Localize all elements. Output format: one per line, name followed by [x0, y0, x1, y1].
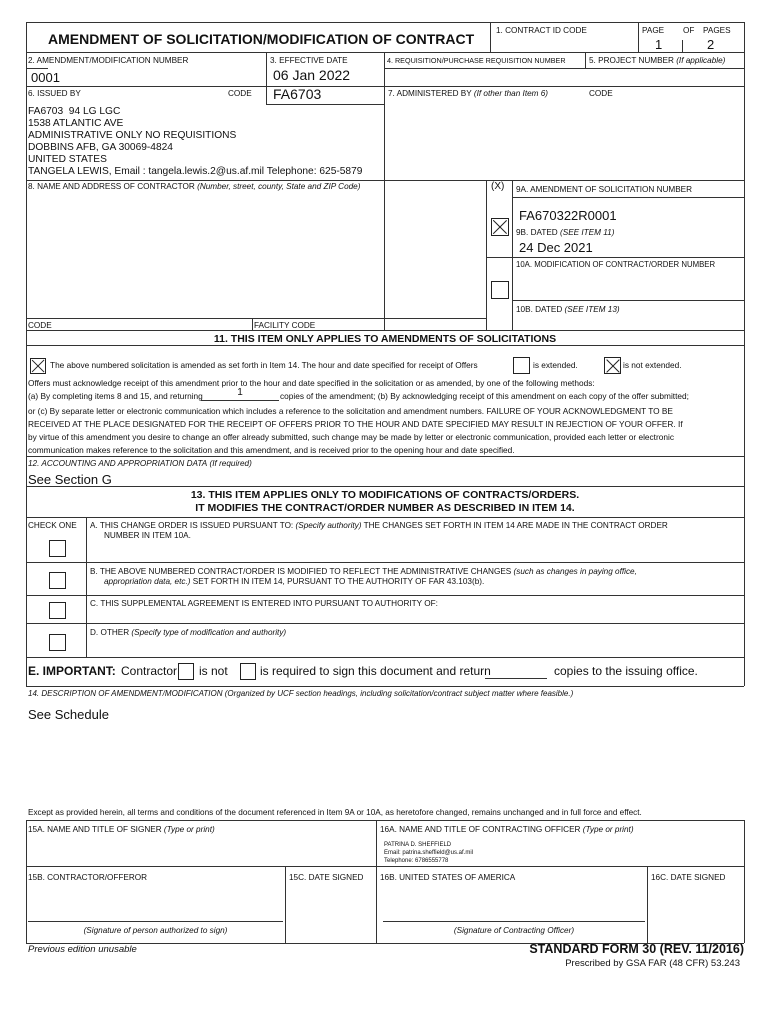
s11-copies-value: 1 — [237, 387, 243, 398]
s11-line4: or (c) By separate letter or electronic communication which includes a reference to the solicitation and amendment numbers. FAILURE OF YOUR ACKNOWLEDGMENT TO BE — [28, 406, 673, 416]
standard-form-label: STANDARD FORM 30 (REV. 11/2016) — [529, 942, 744, 956]
item12-label: 12. ACCOUNTING AND APPROPRIATION DATA (If required) — [28, 459, 252, 468]
item9b-value[interactable]: 24 Dec 2021 — [519, 240, 593, 255]
contract-id-label: 1. CONTRACT ID CODE — [496, 26, 587, 35]
section11-heading: 11. THIS ITEM ONLY APPLIES TO AMENDMENTS OF SOLICITATIONS — [213, 333, 557, 345]
important-contractor: Contractor — [121, 664, 178, 678]
issuer-line: FA6703 94 LG LGC — [28, 106, 121, 117]
item9b-label: 9B. DATED (SEE ITEM 11) — [516, 228, 615, 237]
item16a-label: 16A. NAME AND TITLE OF CONTRACTING OFFICER (Type or print) — [380, 825, 634, 834]
item10b-label: 10B. DATED (SEE ITEM 13) — [516, 305, 620, 314]
sig-contractor-caption: (Signature of person authorized to sign) — [83, 926, 228, 935]
item10a-checkbox[interactable] — [491, 281, 509, 299]
s11-line7: communication makes reference to the solicitation and this amendment, and is received prior to the opening hour and date specified. — [28, 445, 515, 455]
opt-a-checkbox[interactable] — [49, 540, 66, 557]
section13-heading-line1: 13. THIS ITEM APPLIES ONLY TO MODIFICATIONS OF CONTRACTS/ORDERS. — [190, 489, 580, 501]
officer-signature-line[interactable] — [383, 921, 645, 922]
item9a-checkbox[interactable] — [491, 218, 509, 236]
item16c-label: 16C. DATE SIGNED — [651, 873, 726, 882]
issuer-line: ADMINISTRATIVE ONLY NO REQUISITIONS — [28, 130, 237, 141]
item3-value[interactable]: 06 Jan 2022 — [273, 67, 351, 83]
form-title: AMENDMENT OF SOLICITATION/MODIFICATION OF CONTRACT — [48, 31, 475, 47]
item12-value[interactable]: See Section G — [28, 472, 112, 487]
item15a-label: 15A. NAME AND TITLE OF SIGNER (Type or print) — [28, 825, 215, 834]
issuer-line: TANGELA LEWIS, Email : tangela.lewis.2@us.af.mil Telephone: 625-5879 — [28, 166, 363, 177]
prescribed-by-label: Prescribed by GSA FAR (48 CFR) 53.243 — [565, 958, 740, 969]
opt-d-checkbox[interactable] — [49, 634, 66, 651]
important-is-not: is not — [199, 664, 228, 678]
s11-copies-field[interactable] — [201, 386, 279, 401]
item4-label: 4. REQUISITION/PURCHASE REQUISITION NUMBER — [387, 56, 566, 65]
pages-label: PAGES — [703, 26, 731, 35]
officer-line: PATRINA D. SHEFFIELD — [384, 842, 452, 848]
pages-value[interactable]: 2 — [707, 37, 715, 52]
s11-extended-checkbox[interactable] — [513, 357, 530, 374]
x-mark-label: (X) — [491, 181, 505, 192]
s11-line3a: (a) By completing items 8 and 15, and returning — [28, 391, 203, 401]
important-label: E. IMPORTANT: — [28, 664, 116, 678]
opt-c-checkbox[interactable] — [49, 602, 66, 619]
s11-line2: Offers must acknowledge receipt of this amendment prior to the hour and date specified in the solicitation or as amended, by one of the following methods: — [28, 378, 595, 388]
opt-a-text-2: NUMBER IN ITEM 10A. — [104, 531, 191, 540]
item6-label: 6. ISSUED BY — [28, 89, 81, 98]
item8-label: 8. NAME AND ADDRESS OF CONTRACTOR (Number, street, county, State and ZIP Code) — [28, 182, 361, 191]
item2-label: 2. AMENDMENT/MODIFICATION NUMBER — [28, 56, 189, 65]
item7-code-label: CODE — [589, 89, 613, 98]
item3-label: 3. EFFECTIVE DATE — [270, 56, 348, 65]
item7-label: 7. ADMINISTERED BY (If other than Item 6) — [388, 89, 549, 98]
opt-d-text: D. OTHER (Specify type of modification and authority) — [90, 628, 287, 637]
s11-not-extended-checkbox[interactable] — [604, 357, 621, 374]
important-copies-field[interactable] — [485, 665, 547, 679]
s11-line3b: copies of the amendment; (b) By acknowledging receipt of this amendment on each copy of the offer submitted; — [280, 391, 689, 401]
item15c-label: 15C. DATE SIGNED — [289, 873, 364, 882]
check-one-label: CHECK ONE — [28, 521, 77, 530]
item6-code-label: CODE — [228, 89, 252, 98]
item9a-value[interactable]: FA670322R0001 — [519, 208, 617, 223]
issuer-line: UNITED STATES — [28, 154, 107, 165]
opt-c-text: C. THIS SUPPLEMENTAL AGREEMENT IS ENTERED INTO PURSUANT TO AUTHORITY OF: — [90, 599, 438, 608]
previous-edition-note: Previous edition unusable — [28, 944, 137, 955]
important-is-not-checkbox[interactable] — [178, 663, 194, 680]
except-text: Except as provided herein, all terms and conditions of the document referenced in Item 9A or 10A, as heretofore changed, remains unchanged and in full force and effect. — [28, 808, 642, 817]
s11-leading-checkbox[interactable] — [30, 358, 46, 374]
opt-b-text: B. THE ABOVE NUMBERED CONTRACT/ORDER IS MODIFIED TO REFLECT THE ADMINISTRATIVE CHANGES (such as changes in paying office, — [90, 567, 637, 576]
contractor-signature-line[interactable] — [28, 921, 283, 922]
item5-label: 5. PROJECT NUMBER (If applicable) — [589, 56, 726, 65]
s11-not-extended-label: is not extended. — [623, 360, 682, 370]
item2-value[interactable]: 0001 — [31, 70, 60, 85]
item15b-label: 15B. CONTRACTOR/OFFEROR — [28, 873, 148, 882]
s11-line5: RECEIVED AT THE PLACE DESIGNATED FOR THE RECEIPT OF OFFERS PRIOR TO THE HOUR AND DATE SPECIFIED MAY RESULT IN REJECTION OF YOUR OFFER. If — [28, 419, 683, 429]
opt-a-text: A. THIS CHANGE ORDER IS ISSUED PURSUANT TO: (Specify authority) THE CHANGES SET FORTH IN ITEM 14 ARE MADE IN THE CONTRACT ORDER — [90, 521, 668, 530]
item6-code-value[interactable]: FA6703 — [273, 86, 322, 102]
important-required: is required to sign this document and return — [260, 664, 491, 678]
sig-officer-caption: (Signature of Contracting Officer) — [453, 926, 575, 935]
important-required-checkbox[interactable] — [240, 663, 256, 680]
page-value[interactable]: 1 — [655, 37, 663, 52]
opt-b-checkbox[interactable] — [49, 572, 66, 589]
contractor-code-label: CODE — [28, 321, 52, 330]
facility-code-label: FACILITY CODE — [254, 321, 316, 330]
of-label: OF — [683, 26, 695, 35]
issuer-line: DOBBINS AFB, GA 30069-4824 — [28, 142, 173, 153]
section13-heading-line2: IT MODIFIES THE CONTRACT/ORDER NUMBER AS DESCRIBED IN ITEM 14. — [195, 502, 575, 514]
officer-line: Email: patrina.sheffield@us.af.mil — [384, 850, 474, 856]
item10a-label: 10A. MODIFICATION OF CONTRACT/ORDER NUMBER — [516, 260, 716, 269]
issuer-line: 1538 ATLANTIC AVE — [28, 118, 124, 129]
opt-b-text-2: appropriation data, etc.) SET FORTH IN ITEM 14, PURSUANT TO THE AUTHORITY OF FAR 43.103(b). — [104, 577, 485, 586]
officer-line: Telephone: 6786555778 — [384, 858, 449, 864]
item9a-label: 9A. AMENDMENT OF SOLICITATION NUMBER — [516, 185, 693, 194]
page-label: PAGE — [642, 26, 665, 35]
item16b-label: 16B. UNITED STATES OF AMERICA — [380, 873, 516, 882]
s11-line1: The above numbered solicitation is amended as set forth in Item 14. The hour and date specified for receipt of Offers — [50, 360, 478, 370]
item14-label: 14. DESCRIPTION OF AMENDMENT/MODIFICATION (Organized by UCF section headings, including solicitation/contract subject matter where feasible.) — [28, 689, 574, 698]
important-copies: copies to the issuing office. — [554, 664, 698, 678]
s11-extended-label: is extended. — [533, 360, 578, 370]
s11-line6: by virtue of this amendment you desire to change an offer already submitted, such change may be made by letter or electronic communication, provided each letter or electronic — [28, 432, 674, 442]
item14-value[interactable]: See Schedule — [28, 707, 109, 722]
